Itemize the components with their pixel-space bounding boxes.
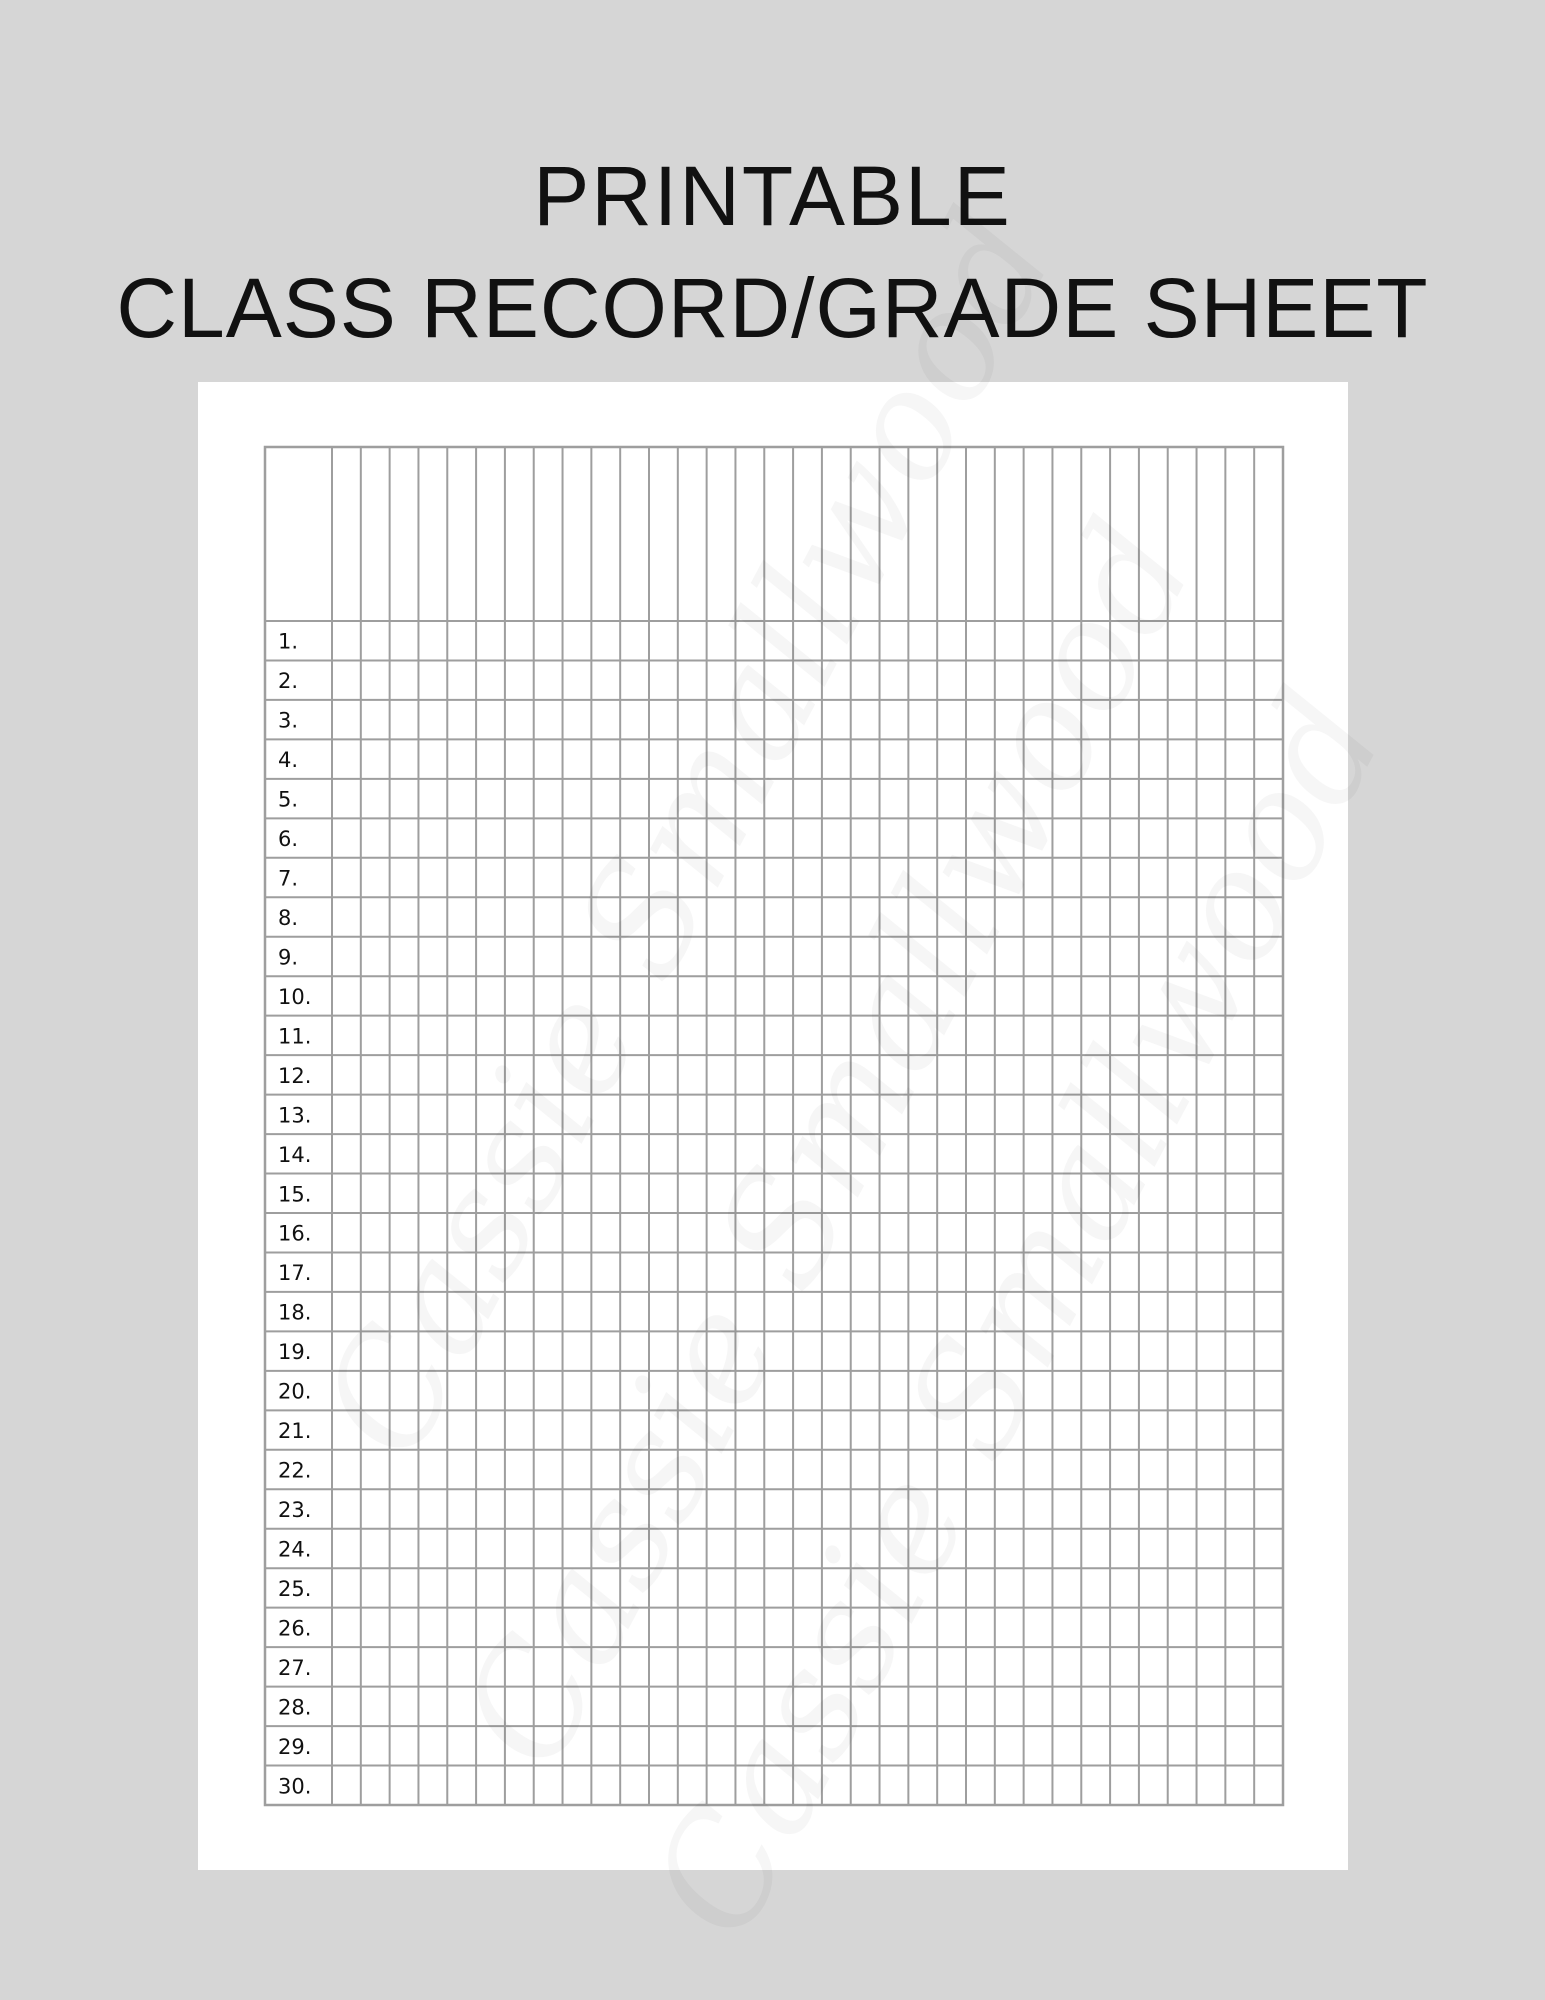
row-number-label: 3. xyxy=(278,708,299,733)
row-number-label: 4. xyxy=(278,748,299,773)
row-number-label: 30. xyxy=(278,1774,312,1799)
row-number-label: 26. xyxy=(278,1616,312,1641)
row-number-label: 27. xyxy=(278,1655,312,1680)
row-number-label: 1. xyxy=(278,629,299,654)
row-number-label: 23. xyxy=(278,1498,312,1522)
row-number-label: 2. xyxy=(278,669,299,694)
row-number-label: 16. xyxy=(278,1221,312,1246)
row-number-label: 28. xyxy=(278,1695,312,1720)
title-line-class-record: CLASS RECORD/GRADE SHEET xyxy=(116,261,1429,355)
row-number-label: 6. xyxy=(278,827,299,852)
row-number-label: 24. xyxy=(278,1537,312,1562)
row-number-label: 10. xyxy=(278,984,312,1009)
title-line-printable: PRINTABLE xyxy=(533,149,1012,243)
row-number-label: 9. xyxy=(278,945,299,970)
page-title xyxy=(0,140,1545,364)
row-number-label: 12. xyxy=(278,1063,312,1088)
row-number-label: 22. xyxy=(278,1458,312,1483)
row-number-label: 5. xyxy=(278,787,299,812)
grade-grid xyxy=(198,382,1348,1870)
row-number-label: 20. xyxy=(278,1379,312,1404)
row-number-label: 17. xyxy=(278,1261,312,1286)
grade-sheet xyxy=(198,382,1348,1870)
row-number-label: 18. xyxy=(278,1300,312,1325)
row-number-label: 21. xyxy=(278,1419,312,1444)
row-number-label: 15. xyxy=(278,1182,312,1207)
row-number-label: 8. xyxy=(278,906,299,930)
row-number-label: 25. xyxy=(278,1576,312,1601)
row-number-label: 14. xyxy=(278,1142,312,1167)
row-number-label: 29. xyxy=(278,1734,312,1759)
row-number-label: 7. xyxy=(278,866,299,891)
row-number-label: 19. xyxy=(278,1340,312,1365)
row-number-label: 13. xyxy=(278,1103,312,1128)
row-number-label: 11. xyxy=(278,1024,312,1049)
